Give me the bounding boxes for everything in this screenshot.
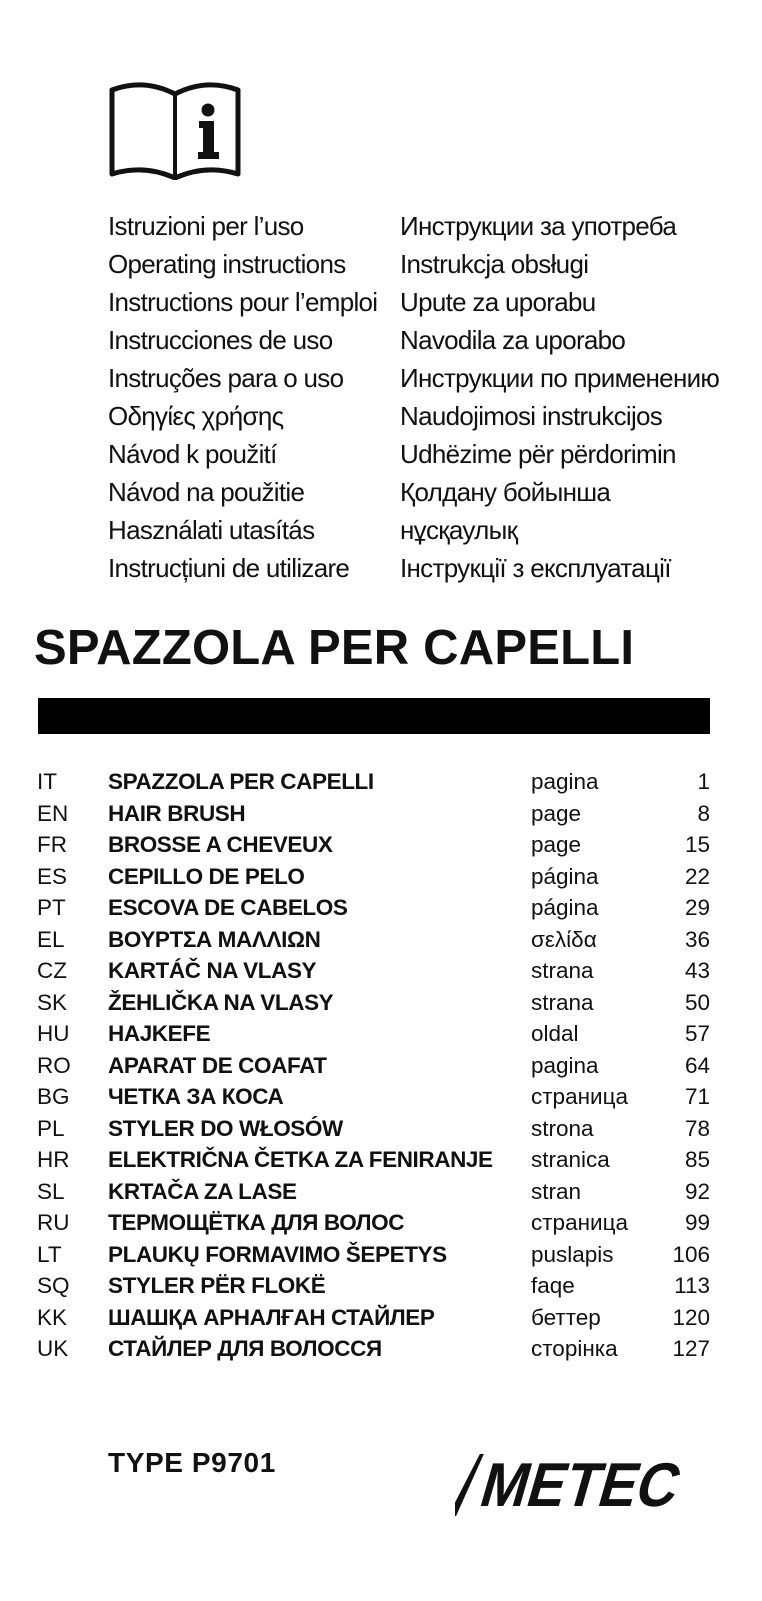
- toc-product-title: BROSSE A CHEVEUX: [108, 832, 333, 857]
- toc-row: [37, 1176, 710, 1208]
- instruction-line: Operating instructions: [108, 249, 346, 279]
- toc-page-number: 8: [697, 800, 710, 826]
- book-info-icon: [108, 80, 242, 180]
- toc-product-title: HAIR BRUSH: [108, 800, 246, 826]
- svg-text:METEC: METEC: [473, 1451, 710, 1520]
- toc-page-word: oldal: [531, 1021, 579, 1046]
- page-title: SPAZZOLA PER CAPELLI: [34, 621, 635, 675]
- toc-page-word: page: [531, 800, 582, 826]
- toc-product-title: STYLER PËR FLOKË: [108, 1273, 326, 1298]
- toc-product-title: STYLER DO WŁOSÓW: [108, 1115, 343, 1141]
- toc-page-number: 1: [697, 769, 710, 794]
- toc-product-title: APARAT DE COAFAT: [108, 1052, 327, 1078]
- toc-page-number: 50: [684, 989, 710, 1015]
- instruction-line: Οδηγίες χρήσης: [108, 401, 284, 431]
- toc-page-number: 64: [684, 1052, 710, 1078]
- toc-product-title: СТАЙЛЕР ДЛЯ ВОЛОССЯ: [108, 1336, 382, 1361]
- toc-page-word: strana: [531, 989, 594, 1015]
- instruction-line: Instrukcja obsługi: [400, 249, 589, 279]
- toc-page-word: страница: [531, 1084, 628, 1109]
- toc-page-number: 43: [684, 958, 710, 983]
- instruction-line: Upute za uporabu: [400, 287, 596, 317]
- toc-row: [37, 1050, 710, 1082]
- toc-language-code: SQ: [37, 1273, 70, 1298]
- toc-language-code: SL: [37, 1178, 65, 1204]
- toc-row: [37, 861, 710, 893]
- toc-language-code: UK: [37, 1336, 69, 1361]
- toc-page-word: strona: [531, 1115, 594, 1141]
- instructions-column-left: [108, 207, 377, 587]
- toc-row: [37, 1144, 710, 1176]
- instruction-line: Інструкції з експлуатації: [400, 553, 671, 583]
- toc-page-word: stran: [531, 1178, 582, 1204]
- toc-page-word: página: [531, 895, 599, 920]
- toc-page-number: 36: [684, 926, 710, 952]
- toc-row: [37, 1113, 710, 1145]
- toc-row: [37, 1239, 710, 1271]
- toc-page-word: pagina: [531, 769, 599, 794]
- instruction-line: Navodila za uporabo: [400, 325, 626, 355]
- toc-page-word: faqe: [531, 1273, 575, 1298]
- toc-page-word: беттер: [531, 1304, 601, 1330]
- toc-product-title: SPAZZOLA PER CAPELLI: [108, 769, 374, 794]
- instruction-line: Инструкции по применению: [400, 363, 720, 393]
- toc-row: [37, 924, 710, 956]
- toc-language-code: ES: [37, 863, 68, 889]
- toc-language-code: SK: [37, 989, 68, 1015]
- toc-row: [37, 829, 710, 861]
- instruction-line: Návod k použití: [108, 439, 277, 469]
- toc-page-number: 71: [684, 1084, 710, 1109]
- toc-page-number: 78: [684, 1115, 710, 1141]
- instruction-line: Инструкции за употреба: [400, 211, 677, 241]
- toc-page-number: 99: [684, 1210, 710, 1235]
- toc-language-code: KK: [37, 1304, 68, 1330]
- toc-product-title: ŽEHLIČKA NA VLASY: [108, 989, 334, 1015]
- toc-language-code: BG: [37, 1084, 70, 1109]
- instruction-line: Naudojimosi instrukcijos: [400, 401, 663, 431]
- instruction-line: Instrucciones de uso: [108, 325, 333, 355]
- toc-row: [37, 987, 710, 1019]
- toc-page-word: strana: [531, 958, 594, 983]
- toc-product-title: PLAUKŲ FORMAVIMO ŠEPETYS: [108, 1241, 447, 1267]
- toc-product-title: CEPILLO DE PELO: [108, 863, 305, 889]
- instruction-line: Instructions pour l’emploi: [108, 287, 378, 317]
- toc-page-word: σελίδα: [531, 926, 597, 952]
- toc-page-number: 57: [684, 1021, 710, 1046]
- toc-page-number: 120: [672, 1304, 710, 1330]
- toc-page-word: puslapis: [531, 1241, 614, 1267]
- toc-page-word: страница: [531, 1210, 628, 1235]
- toc-page-number: 15: [684, 832, 710, 857]
- toc-row: [37, 798, 710, 830]
- toc-product-title: ТЕРМОЩЁТКА ДЛЯ ВОЛОС: [108, 1210, 405, 1235]
- toc-language-code: PT: [37, 895, 66, 920]
- table-of-contents: [37, 766, 710, 1365]
- toc-product-title: ШАШҚА АРНАЛҒАН СТАЙЛЕР: [108, 1304, 435, 1330]
- toc-product-title: ΒΟΥΡΤΣΑ ΜΑΛΛΙΩΝ: [108, 926, 321, 952]
- toc-row: [37, 1018, 710, 1050]
- toc-language-code: EL: [37, 926, 65, 952]
- instruction-line: Használati utasítás: [108, 515, 315, 545]
- instruction-line: Istruzioni per l’uso: [108, 211, 304, 241]
- toc-row: [37, 1270, 710, 1302]
- toc-language-code: RU: [37, 1210, 70, 1235]
- instruction-line: Қолдану бойынша: [400, 477, 611, 507]
- toc-row: [37, 1302, 710, 1334]
- instruction-line: нұсқаулық: [400, 515, 518, 545]
- toc-page-word: сторінка: [531, 1336, 618, 1361]
- toc-row: [37, 892, 710, 924]
- toc-page-number: 106: [672, 1241, 710, 1267]
- toc-page-number: 127: [672, 1336, 710, 1361]
- toc-row: [37, 1207, 710, 1239]
- toc-language-code: LT: [37, 1241, 62, 1267]
- toc-row: [37, 955, 710, 987]
- toc-row: [37, 1081, 710, 1113]
- instruction-line: Instrucțiuni de utilizare: [108, 553, 350, 583]
- toc-page-number: 85: [684, 1147, 710, 1172]
- toc-language-code: EN: [37, 800, 69, 826]
- toc-product-title: ELEKTRIČNA ČETKA ZA FENIRANJE: [108, 1147, 493, 1172]
- toc-language-code: HR: [37, 1147, 70, 1172]
- toc-page-word: pagina: [531, 1052, 599, 1078]
- toc-language-code: FR: [37, 832, 67, 857]
- toc-product-title: ЧЕТКА ЗА КОСА: [108, 1084, 284, 1109]
- toc-product-title: ESCOVA DE CABELOS: [108, 895, 348, 920]
- toc-page-word: stranica: [531, 1147, 610, 1172]
- instruction-line: Udhëzime për përdorimin: [400, 439, 676, 469]
- imetec-logo: [455, 1450, 713, 1522]
- toc-page-number: 113: [674, 1273, 710, 1298]
- toc-product-title: KARTÁČ NA VLASY: [108, 958, 317, 983]
- toc-page-word: page: [531, 832, 582, 857]
- instruction-line: Instruções para o uso: [108, 363, 344, 393]
- instruction-line: Návod na použitie: [108, 477, 305, 507]
- type-label: TYPE P9701: [108, 1447, 276, 1478]
- toc-language-code: IT: [37, 769, 57, 794]
- toc-row: [37, 1333, 710, 1365]
- toc-page-number: 22: [684, 863, 710, 889]
- toc-product-title: KRTAČA ZA LASE: [108, 1178, 297, 1204]
- title-divider-bar: [38, 698, 710, 734]
- toc-row: [37, 766, 710, 798]
- toc-product-title: HAJKEFE: [108, 1021, 211, 1046]
- toc-language-code: PL: [37, 1115, 65, 1141]
- toc-language-code: HU: [37, 1021, 70, 1046]
- toc-page-word: página: [531, 863, 599, 889]
- toc-page-number: 29: [684, 895, 710, 920]
- toc-language-code: CZ: [37, 958, 67, 983]
- toc-page-number: 92: [684, 1178, 710, 1204]
- instructions-column-right: [400, 207, 719, 587]
- toc-language-code: RO: [37, 1052, 71, 1078]
